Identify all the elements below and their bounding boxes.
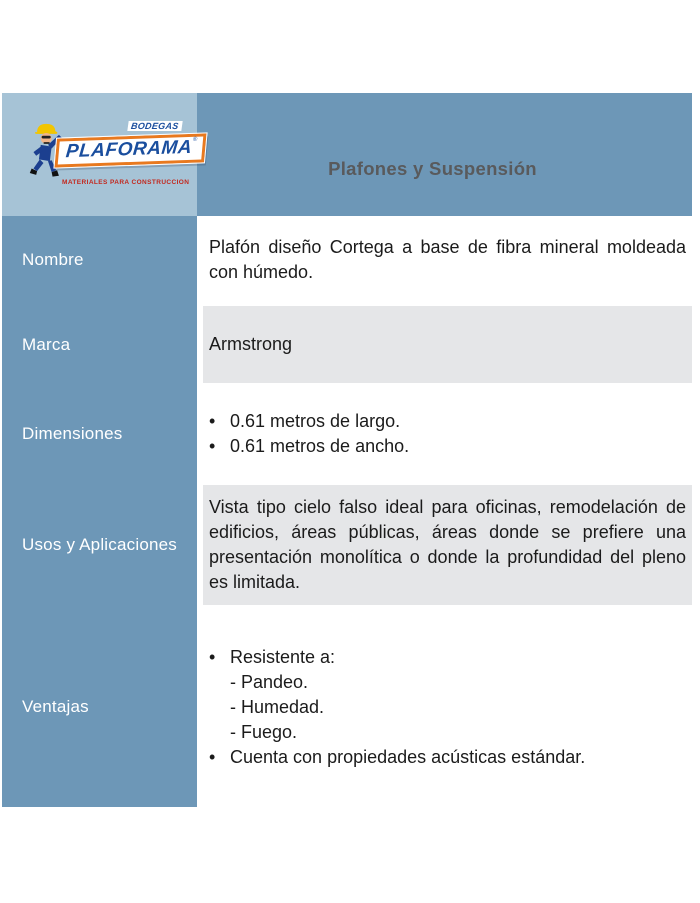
list-item-text: - Humedad. [230,696,325,717]
list-item-text: Cuenta con propiedades acústicas estándar. [230,746,586,767]
row-label-dimensiones [2,385,197,483]
row-label-text: Marca [22,334,71,354]
bullet-marker: • [209,436,216,456]
logo-tagline: MATERIALES PARA CONSTRUCCION [62,179,190,186]
list-item [209,434,686,459]
row-label-text: Usos y Aplicaciones [22,535,177,554]
logo-cell [2,93,197,216]
list-item-text: - Pandeo. [230,671,309,692]
registered-mark: ® [192,136,198,143]
logo-bodegas-text: BODEGAS [127,121,182,131]
row-label-usos [2,483,197,607]
row-content-marca [203,306,692,383]
row-content-ventajas [203,609,692,805]
list-subitem [209,720,686,745]
row-label-text: Dimensiones [22,424,123,443]
row-label-text: Ventajas [22,697,89,716]
brand-name: PLAFORAMA [64,136,194,163]
list-item-text: Resistente a: [230,646,336,667]
list-item-text: - Fuego. [230,721,298,742]
row-label-nombre [2,216,197,304]
page-title: Plafones y Suspensión [328,157,537,179]
list-subitem [209,670,686,695]
product-spec-table [2,93,692,807]
row-content-dimensiones [203,387,692,481]
list-item-text: 0.61 metros de ancho. [230,436,410,456]
list-item [209,645,686,670]
list-item [209,745,686,770]
plaforama-logo [28,121,198,193]
row-label-ventajas [2,607,197,807]
product-name-text: Plafón diseño Cortega a base de fibra mineral moldeada con húmedo. [209,237,686,282]
bullet-marker: • [209,646,216,667]
logo-sign [54,133,206,167]
table-header [197,93,692,216]
bullet-marker: • [209,411,216,431]
list-item-text: 0.61 metros de largo. [230,411,401,431]
list-subitem [209,695,686,720]
row-content-nombre [203,218,692,302]
row-content-usos [203,485,692,605]
brand-value-text: Armstrong [209,334,293,354]
uses-text: Vista tipo cielo falso ideal para oficinas, remodelación de edificios, áreas públicas, áreas donde se prefiere una presentación monolítica o donde la profundidad del pleno es limitada. [209,497,686,592]
row-label-text: Nombre [22,250,84,269]
list-item [209,409,686,434]
bullet-marker: • [209,746,216,767]
row-label-marca [2,304,197,385]
